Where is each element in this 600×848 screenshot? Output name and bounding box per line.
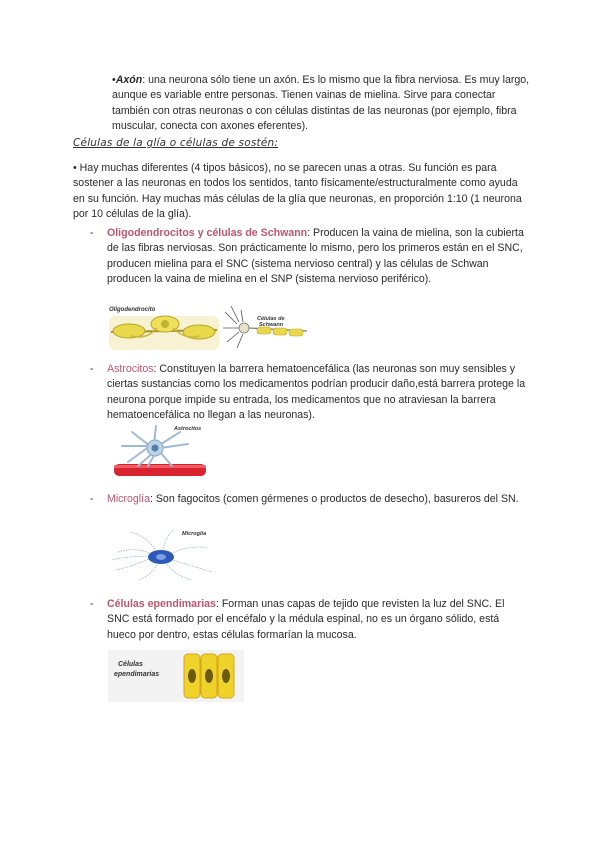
item-description: : Forman unas capas de tejido que revisten la luz del SNC. El SNC está formado por el encéfalo y la médula espinal, no es un órgano sólido, está hueco por dentro, estas células formarían la mucosa. [107,598,505,641]
schwann-label-1: Células de [257,316,285,322]
item-description: : Son fagocitos (comen gérmenes o productos de desecho), basureros del SN. [149,493,519,505]
term-astrocitos: Astrocitos [107,363,154,375]
schwann-label-2: Schwann [259,322,284,328]
astro-label: Astrocitos [174,426,202,432]
list-item-text [107,226,529,288]
cell-nucleus [188,669,196,683]
oligo-nucleus [161,320,169,328]
micro-label: Microglía [182,531,207,537]
myelin-segment [113,324,145,338]
bullet: • [112,74,116,86]
cell-nucleus [205,669,213,683]
oligodendrocyte-schwann-figure [107,300,313,354]
axon-text: : una neurona sólo tiene un axón. Es lo mismo que la fibra nerviosa. Es muy largo, aunque es variable entre personas. Tienen vainas de mielina. Sirve para conectar también con otras neuronas o con células distintas de las neuronas (por ejemplo, fibra muscular, conecta con axones eferentes). [112,74,530,133]
item-description: : Producen la vaina de mielina, son la cubierta de las fibras nerviosas. Son prácticamente lo mismo, pero los primeros están en el SNC, producen mielina para el SNC (sistema nervioso central) y las células de Schwan producen la vaina de mielina en el SNP (sistema nervioso periférico). [107,227,524,286]
list-item-text [107,492,529,507]
microglia-nucleus [156,554,166,560]
microglia-figure [108,526,220,584]
cell-nucleus [222,669,230,683]
axon-paragraph [112,73,532,135]
list-item-text [107,597,529,643]
term-microglia: Microglía [107,493,150,505]
astrocyte-figure [110,422,210,484]
section-heading: Células de la glía o células de sostén: [73,137,279,149]
ependymal-figure [108,650,244,702]
list-dash: - [90,363,94,375]
neuron-soma [239,323,249,333]
schwann-cell [257,327,271,334]
list-item-text [107,362,529,424]
epend-label-1: Células [118,661,143,668]
intro-paragraph: • Hay muchas diferentes (4 tipos básicos), no se parecen unas a otras. Su función es para sostener a las neuronas en todos los sentidos, tanto físicamente/estructuralmente como ayuda en su función. Hay muchas más células de la glía que neuronas, en proporción 1:10 (1 neurona por 10 células de la glía). [73,162,522,221]
term-oligodendrocitos: Oligodendrocitos y células de Schwann [107,227,308,239]
ependymal-cells [184,654,234,698]
list-dash: - [90,598,94,610]
schwann-cell [289,329,303,336]
epend-label-2: ependimarias [114,671,160,678]
schwann-cell [273,328,287,335]
astrocyte-nucleus [152,445,159,452]
vessel-highlight [114,465,206,468]
list-dash: - [90,227,94,239]
axon-term: Axón [115,74,143,86]
oligo-label: Oligodendrocito [109,307,156,313]
item-description: : Constituyen la barrera hematoencefálica (las neuronas son muy sensibles y ciertas sustancias como los medicamentos podrían producir daño,está barrera protege la neurona porque impide su entrada, los medicamentos que no atraviesan la barrera hematoencefálica no llegan a las neuronas). [107,363,526,422]
term-ependimarias: Células ependimarias [107,598,216,610]
list-dash: - [90,493,94,505]
